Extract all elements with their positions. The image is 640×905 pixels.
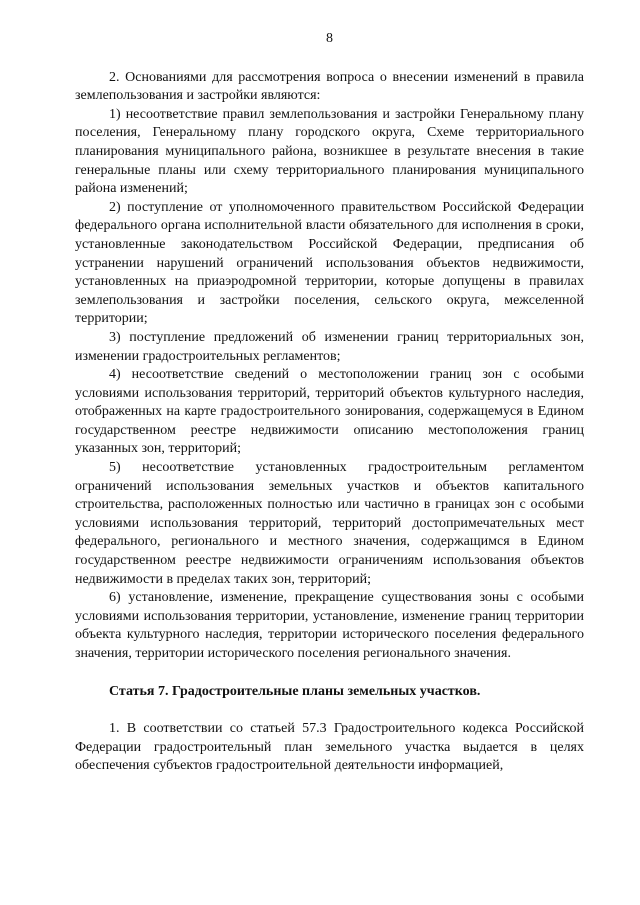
paragraph-item-2: 2) поступление от уполномоченного правительством Российской Федерации федерального органа исполнительной власти обязательного для исполнения в сроки, установленные законодательством Российской Федерации, предписания об устранении нарушений ограничений использования объектов недвижимости, установленных на приаэродромной территории, которые допущены в правилах землепользования и застройки поселения, сельского округа, межселенной территории; [75,199,584,327]
paragraph-item-6: 6) установление, изменение, прекращение существования зоны с особыми условиями использования территории, установление, изменение границ территории объекта культурного наследия, территории исторического поселения федерального значения, территории исторического поселения регионального значения. [75,590,584,661]
article-heading: Статья 7. Градостроительные планы земельных участков. [109,683,481,699]
paragraph-grounds-intro: 2. Основаниями для рассмотрения вопроса о внесении изменений в правила землепользования и застройки являются: [75,69,584,104]
article-paragraph-1: 1. В соответствии со статьей 57.3 Градостроительного кодекса Российской Федерации градостроительный план земельного участка выдается в целях обеспечения субъектов градостроительной деятельности информацией, [75,721,584,774]
paragraph-item-4: 4) несоответствие сведений о местоположении границ зон с особыми условиями использования территорий, территорий объектов культурного наследия, отображенных на карте градостроительного зонирования, содержащемуся в Едином государственном реестре недвижимости описанию местоположения границ указанных зон, территорий; [75,367,584,457]
paragraph-item-1: 1) несоответствие правил землепользования и застройки Генеральному плану поселения, Генеральному плану городского округа, Схеме территориального планирования муниципального района, возникшее в результате внесения в такие генеральные планы или схему территориального планирования муниципального района изменений; [75,106,584,197]
paragraph-item-3: 3) поступление предложений об изменении границ территориальных зон, изменении градостроительных регламентов; [75,329,584,364]
page-number: 8 [326,31,333,46]
paragraph-item-5: 5) несоответствие установленных градостроительным регламентом ограничений использования земельных участков и объектов капитального строительства, расположенных полностью или частично в границах зон с особыми условиями использования территорий, территорий достопримечательных мест федерального, регионального и местного значения, содержащимся в Едином государственном реестре недвижимости ограничениям использования объектов недвижимости в пределах таких зон, территорий; [75,460,584,587]
